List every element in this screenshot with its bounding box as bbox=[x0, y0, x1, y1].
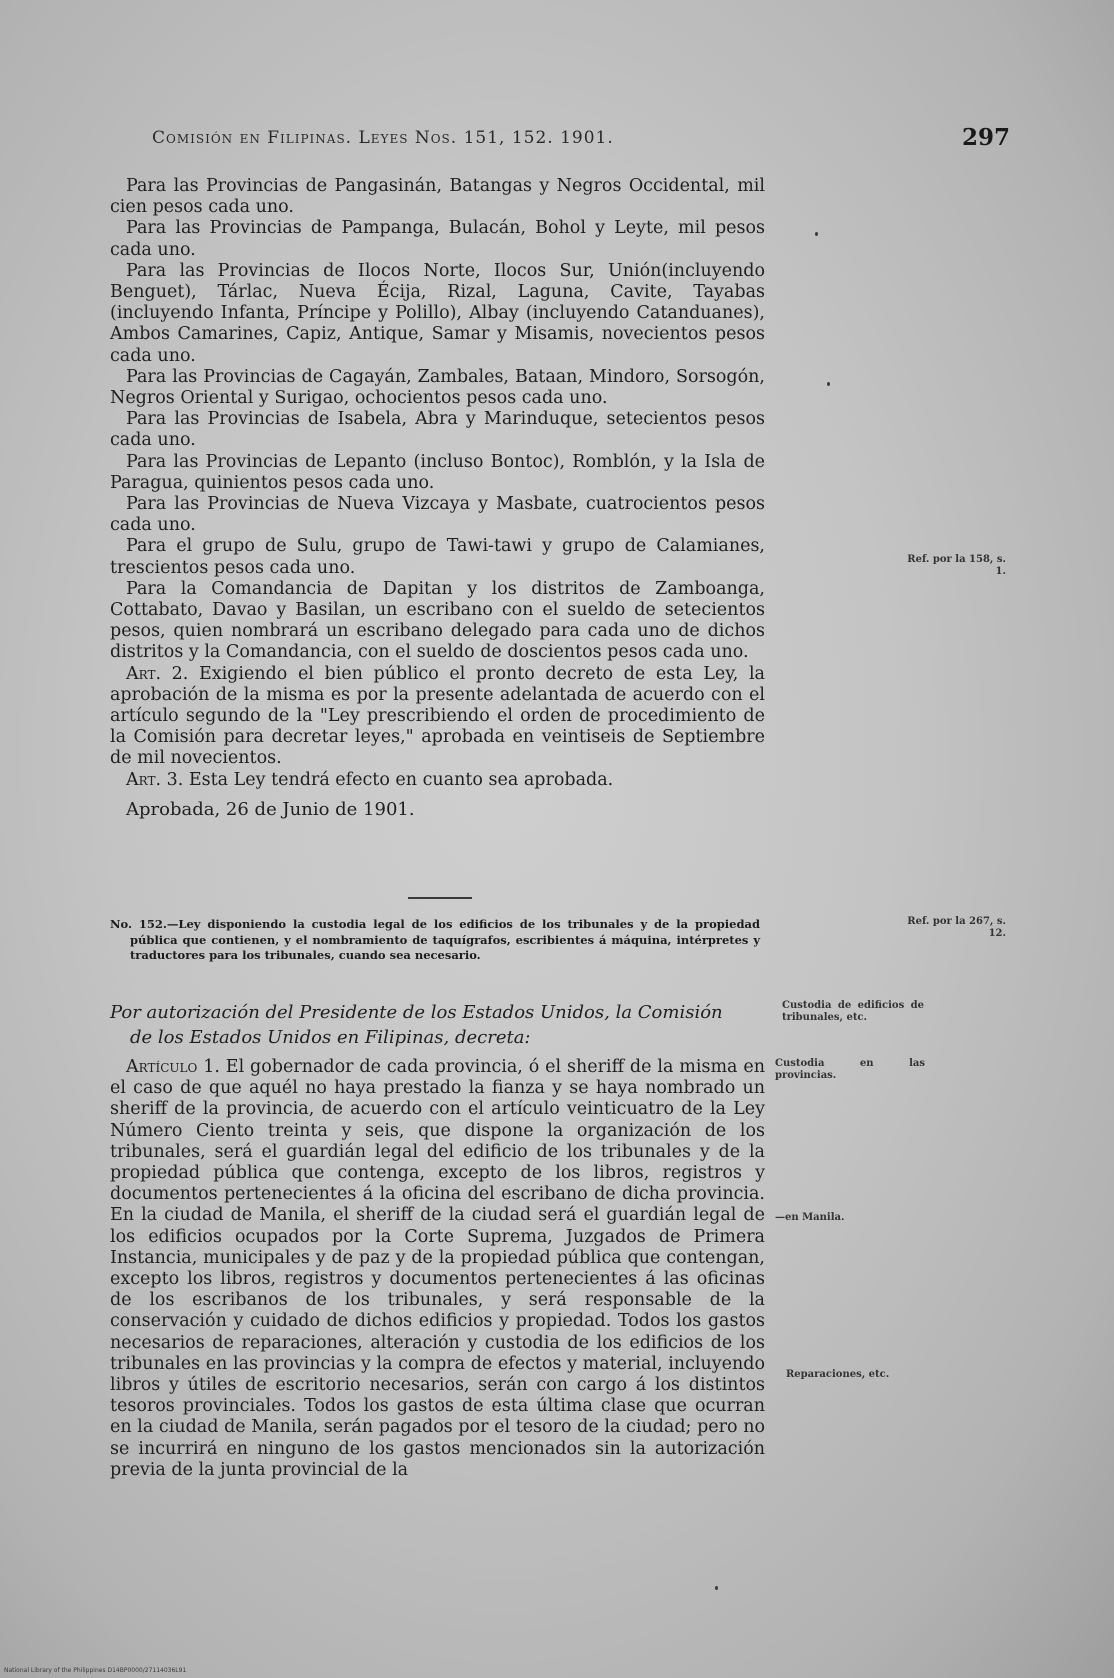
article-2 bbox=[110, 664, 765, 770]
article-1 bbox=[110, 1057, 765, 1481]
paragraph-cagayan: Para las Provincias de Cagayán, Zambales, Bataan, Mindoro, Sorsogón, Negros Oriental y Surigao, ochocientos pesos cada uno. bbox=[110, 366, 765, 409]
enacting-line-2: de los Estados Unidos en Filipinas, decreta: bbox=[130, 1027, 531, 1048]
section-divider bbox=[408, 897, 472, 899]
page-header bbox=[0, 124, 1114, 151]
paper-speck bbox=[827, 382, 830, 386]
page-number: 297 bbox=[962, 124, 1011, 151]
paper-speck bbox=[715, 1586, 718, 1590]
law-152-body bbox=[110, 1057, 765, 1481]
article-1-label: Artículo 1. bbox=[126, 1057, 220, 1077]
margin-note-custodia-provincias: Custodia en las provincias. bbox=[775, 1058, 925, 1081]
article-2-text: Exigiendo el bien público el pronto decreto de esta Ley, la aprobación de la misma es por la presente adelantada de acuerdo con el artículo segundo de la "Ley prescribiendo el orden de procedimiento de la Comisión para decretar leyes," aprobada en veintiseis de Septiembre de mil novecientos. bbox=[110, 663, 765, 769]
paragraph-isabela: Para las Provincias de Isabela, Abra y Marinduque, setecientos pesos cada uno. bbox=[110, 409, 765, 451]
approval-date: Aprobada, 26 de Junio de 1901. bbox=[126, 798, 415, 820]
paragraph-pampanga: Para las Provincias de Pampanga, Bulacán, Bohol y Leyte, mil pesos cada uno. bbox=[110, 218, 765, 260]
paragraph-dapitan: Para la Comandancia de Dapitan y los distritos de Zamboanga, Cottabato, Davao y Basilan, un escribano con el sueldo de setecientos pesos, quien nombrará un escribano delegado para cada uno de dichos distritos y la Comandancia, con el sueldo de doscientos pesos cada uno. bbox=[110, 578, 765, 663]
paragraph-nueva-vizcaya: Para las Provincias de Nueva Vizcaya y Masbate, cuatrocientos pesos cada uno. bbox=[110, 494, 765, 536]
scan-credit: National Library of the Philippines D14BP0000/27114036L91 bbox=[4, 1667, 187, 1674]
article-1-text: El gobernador de cada provincia, ó el sheriff de la misma en el caso de que aquél no haya prestado la fianza y se haya nombrado un sheriff de la provincia, de acuerdo con el artículo veinticuatro de la Ley Número Ciento treinta y seis, que dispone la organización de los tribunales, será el guardián legal del edificio de los tribunales y de la propiedad pública que contenga, excepto de los libros, registros y documentos pertenecientes á la oficina del escribano de dicha provincia. En la ciudad de Manila, el sheriff de la ciudad será el guardián legal de los edificios ocupados por la Corte Suprema, Juzgados de Primera Instancia, municipales y de paz y de la propiedad pública que contengan, excepto los libros, registros y documentos pertenecientes á las oficinas de los escribanos de los tribunales, y será responsable de la conservación y cuidado de dichos edificios y propiedad. Todos los gastos necesarios de reparaciones, alteración y custodia de los edificios de los tribunales en las provincias y la compra de efectos y material, incluyendo libros y útiles de escritorio necesarios, serán con cargo á los distintos tesoros provinciales. Todos los gastos de esta última clase que ocurran en la ciudad de Manila, serán pagados por el tesoro de la ciudad; pero no se incurrirá en ninguno de los gastos mencionados sin la autorización previa de la junta provincial de la bbox=[110, 1057, 765, 1480]
paragraph-lepanto: Para las Provincias de Lepanto (incluso Bontoc), Romblón, y la Isla de Paragua, quinientos pesos cada uno. bbox=[110, 451, 765, 493]
margin-note-ref-151: Ref. por la 158, s. 1. bbox=[907, 554, 1006, 577]
law-152-heading bbox=[110, 917, 760, 964]
paragraph-sulu: Para el grupo de Sulu, grupo de Tawi-tawi y grupo de Calamianes, trescientos pesos cada uno. bbox=[110, 536, 765, 578]
paragraph-ilocos: Para las Provincias de Ilocos Norte, Ilocos Sur, Unión(incluyendo Benguet), Tárlac, Nueva Écija, Rizal, Laguna, Cavite, Tayabas (incluyendo Infanta, Príncipe y Polillo), Albay (incluyendo Catanduanes), Ambos Camarines, Capiz, Antique, Samar y Misamis, novecientos pesos cada uno. bbox=[110, 260, 765, 366]
article-3-label: Art. 3. bbox=[126, 769, 184, 790]
article-2-label: Art. 2. bbox=[126, 663, 189, 684]
article-3 bbox=[110, 770, 765, 791]
article-3-text: Esta Ley tendrá efecto en cuanto sea aprobada. bbox=[188, 769, 614, 790]
paragraph-pangasinan: Para las Provincias de Pangasinán, Batangas y Negros Occidental, mil cien pesos cada uno. bbox=[110, 176, 765, 218]
law-151-continuation bbox=[110, 176, 765, 820]
paper-speck bbox=[815, 232, 818, 236]
running-title: Comisión en Filipinas. Leyes Nos. 151, 152. 1901. bbox=[152, 128, 614, 148]
law-152-title: No. 152.—Ley disponiendo la custodia legal de los edificios de los tribunales y de la propiedad pública que contienen, y el nombramiento de taquígrafos, escribientes á máquina, intérpretes y traductores para los tribunales, cuando sea necesario. bbox=[110, 917, 760, 962]
margin-note-custodia-edificios: Custodia de edificios de tribunales, etc. bbox=[782, 1000, 924, 1023]
enacting-clause bbox=[110, 1000, 765, 1050]
margin-note-reparaciones: Reparaciones, etc. bbox=[786, 1369, 890, 1380]
margin-note-en-manila: —en Manila. bbox=[775, 1212, 845, 1223]
enacting-line-1: Por autorización del Presidente de los Estados Unidos, la Comisión bbox=[110, 1002, 723, 1023]
margin-note-ref-152: Ref. por la 267, s. 12. bbox=[907, 916, 1006, 939]
